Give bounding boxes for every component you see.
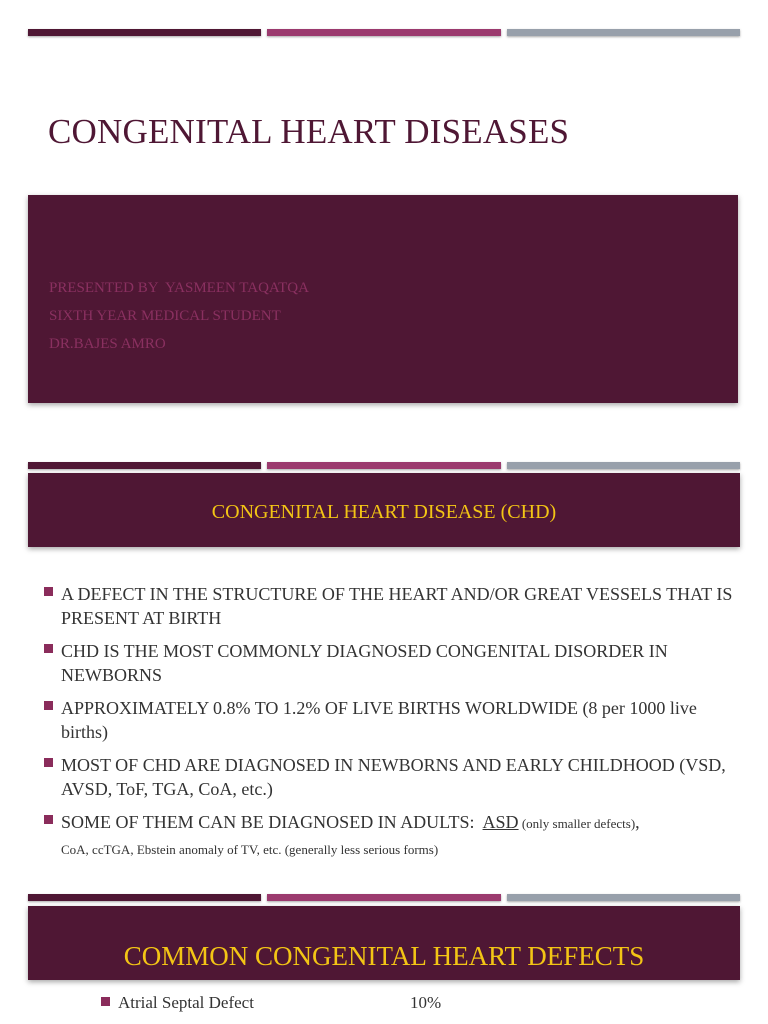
bullet-text: MOST OF CHD ARE DIAGNOSED IN NEWBORNS AND EARLY CHILDHOOD (VSD, AVSD, ToF, TGA, CoA, etc.) bbox=[61, 755, 726, 799]
defect-row bbox=[101, 993, 521, 1019]
asd-note: (only smaller defects) bbox=[518, 816, 636, 831]
square-bullet-icon bbox=[44, 758, 53, 767]
bullet-item bbox=[44, 753, 734, 801]
presenter-line: PRESENTED BY YASMEEN TAQATQA bbox=[49, 280, 309, 296]
bullet-text: CHD IS THE MOST COMMONLY DIAGNOSED CONGENITAL DISORDER IN NEWBORNS bbox=[61, 641, 668, 685]
bullet-item bbox=[44, 810, 734, 862]
stripe-plum bbox=[28, 894, 261, 901]
stripe-gray bbox=[507, 894, 740, 901]
bullet-text: A DEFECT IN THE STRUCTURE OF THE HEART AND/OR GREAT VESSELS THAT IS PRESENT AT BIRTH bbox=[61, 584, 733, 628]
slide1-subtitle-box bbox=[28, 195, 738, 403]
bullet-item bbox=[44, 582, 734, 630]
stripe-plum bbox=[28, 462, 261, 469]
stripe-magenta bbox=[267, 462, 500, 469]
slide2-top-stripes bbox=[28, 462, 740, 470]
bullet-lead: SOME OF THEM CAN BE DIAGNOSED IN ADULTS: bbox=[61, 812, 483, 832]
subtitle-lines bbox=[49, 274, 309, 358]
stripe-magenta bbox=[267, 29, 500, 36]
bullet-comma: , bbox=[635, 812, 640, 832]
asd-term: ASD bbox=[482, 812, 519, 832]
role-line: SIXTH YEAR MEDICAL STUDENT bbox=[49, 308, 281, 324]
bullet-text: APPROXIMATELY 0.8% TO 1.2% OF LIVE BIRTHS WORLDWIDE (8 per 1000 live births) bbox=[61, 698, 697, 742]
bullet-item bbox=[44, 696, 734, 744]
supervisor-line: DR.BAJES AMRO bbox=[49, 336, 166, 352]
defect-percent: 10% bbox=[410, 993, 442, 1012]
square-bullet-icon bbox=[44, 644, 53, 653]
bullet-item bbox=[44, 639, 734, 687]
slide2-heading-banner bbox=[28, 473, 740, 547]
slide3-top-stripes bbox=[28, 894, 740, 902]
slide3-heading-banner bbox=[28, 906, 740, 980]
stripe-gray bbox=[507, 29, 740, 36]
stripe-magenta bbox=[267, 894, 500, 901]
square-bullet-icon bbox=[44, 815, 53, 824]
slide1-title: CONGENITAL HEART DISEASES bbox=[48, 112, 570, 151]
slide1-top-stripes bbox=[28, 29, 740, 37]
slide2-heading: CONGENITAL HEART DISEASE (CHD) bbox=[211, 501, 557, 523]
square-bullet-icon bbox=[44, 701, 53, 710]
slide3-heading: COMMON CONGENITAL HEART DEFECTS bbox=[123, 940, 645, 971]
square-bullet-icon bbox=[101, 997, 110, 1006]
slide2-bullet-list bbox=[44, 582, 734, 871]
stripe-gray bbox=[507, 462, 740, 469]
defect-name: Atrial Septal Defect bbox=[118, 993, 254, 1012]
square-bullet-icon bbox=[44, 587, 53, 596]
stripe-plum bbox=[28, 29, 261, 36]
bullet-rest: CoA, ccTGA, Ebstein anomaly of TV, etc. (generally less serious forms) bbox=[61, 842, 439, 857]
